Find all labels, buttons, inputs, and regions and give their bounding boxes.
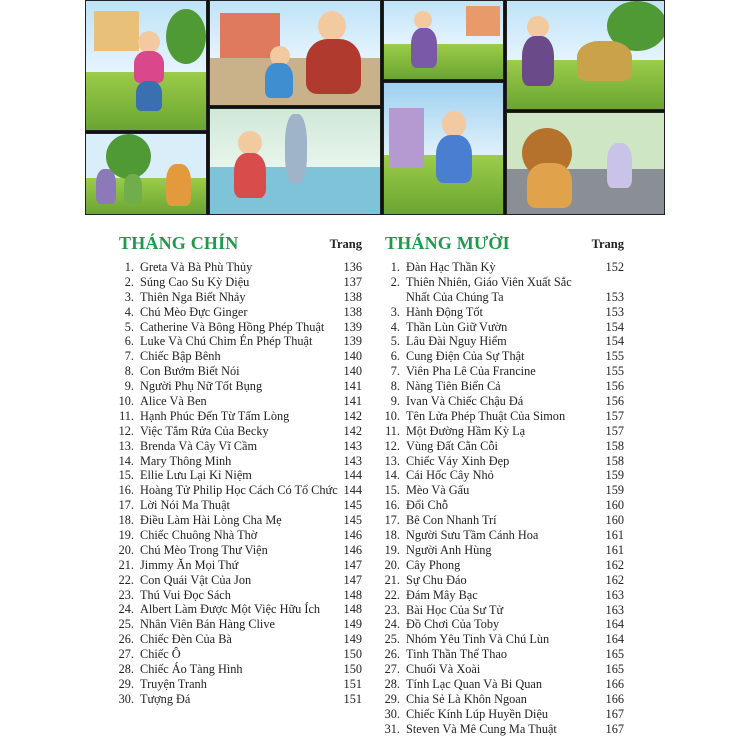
toc-entry	[378, 513, 624, 528]
entry-number: 3.	[124, 289, 134, 304]
entry-page: 155	[605, 364, 624, 379]
toc-entry	[112, 334, 362, 349]
entry-number: 6.	[390, 349, 400, 364]
entry-number: 12.	[118, 423, 134, 438]
entry-title: Súng Cao Su Kỳ Diệu	[140, 274, 250, 289]
entry-page: 164	[605, 617, 624, 632]
illustration-cats	[85, 133, 207, 215]
entry-number: 17.	[118, 498, 134, 513]
entry-number: 4.	[124, 304, 134, 319]
toc-entry	[378, 379, 624, 394]
entry-title: Nhóm Yêu Tinh Và Chú Lùn	[406, 632, 550, 647]
entry-page: 144	[343, 483, 362, 498]
entry-title: Chiếc Áo Tàng Hình	[140, 662, 243, 677]
entry-page: 150	[343, 647, 362, 662]
entry-page: 138	[343, 289, 362, 304]
toc-entry	[112, 647, 362, 662]
entry-title: Chiếc Chuông Nhà Thờ	[140, 528, 258, 543]
entry-number: 11.	[385, 423, 400, 438]
entry-number: 6.	[124, 334, 134, 349]
toc-entry	[112, 439, 362, 454]
toc-entry	[378, 558, 624, 573]
entry-title: Greta Và Bà Phù Thủy	[140, 260, 253, 274]
entry-number: 20.	[118, 542, 134, 557]
entry-page: 166	[605, 691, 624, 706]
entry-title: Chiếc Ô	[140, 647, 181, 662]
entry-page: 149	[343, 632, 362, 647]
toc-entry	[112, 662, 362, 677]
statue-shape	[285, 114, 307, 184]
entry-number: 22.	[118, 572, 134, 587]
toc-entry	[378, 677, 624, 692]
entry-title: Người Phụ Nữ Tốt Bụng	[140, 379, 263, 394]
toc-entry	[112, 305, 362, 320]
entry-title: Thú Vui Đọc Sách	[140, 587, 231, 602]
entry-page: 143	[343, 453, 362, 468]
entry-page: 145	[343, 498, 362, 513]
entry-title: Con Quái Vật Của Jon	[140, 572, 252, 587]
page-column-label: Trang	[329, 237, 362, 251]
entry-title: Truyện Tranh	[140, 676, 207, 691]
entry-page: 161	[605, 542, 624, 557]
entry-title: Thiên Nga Biết Nhảy	[140, 289, 246, 304]
entry-number: 13.	[118, 438, 134, 453]
entry-number: 21.	[118, 557, 134, 572]
entry-title: Đổi Chỗ	[406, 498, 449, 513]
entry-page: 142	[343, 408, 362, 423]
entry-page: 139	[343, 319, 362, 334]
entry-number: 12.	[384, 438, 400, 453]
entry-page: 158	[605, 453, 624, 468]
entry-page: 137	[343, 274, 362, 289]
toc-entry	[112, 394, 362, 409]
entry-number: 1.	[124, 260, 134, 274]
entry-number: 9.	[390, 394, 400, 409]
entry-page: 163	[605, 602, 624, 617]
entry-number: 14.	[118, 453, 134, 468]
entry-title: Ivan Và Chiếc Chậu Đá	[406, 394, 524, 409]
page-column-label: Trang	[591, 237, 624, 251]
toc-entry	[112, 528, 362, 543]
toc-entry	[378, 275, 624, 305]
entry-title: Tên Lửa Phép Thuật Của Simon	[406, 408, 566, 423]
toc-entry	[378, 617, 624, 632]
entry-title: Người Sưu Tầm Cánh Hoa	[406, 528, 539, 543]
entry-page: 155	[605, 349, 624, 364]
entry-page: 167	[605, 721, 624, 736]
entry-number: 30.	[384, 706, 400, 721]
toc-entry	[112, 677, 362, 692]
entry-page: 151	[343, 676, 362, 691]
entry-page: 149	[343, 617, 362, 632]
entry-number: 4.	[390, 319, 400, 334]
entry-title: Luke Và Chú Chim Én Phép Thuật	[140, 334, 313, 349]
entry-title: Chiếc Bập Bênh	[140, 349, 221, 364]
entry-title: Điều Làm Hài Lòng Cha Mẹ	[140, 513, 282, 528]
toc-entry	[378, 662, 624, 677]
entry-number: 14.	[384, 468, 400, 483]
toc-entry	[378, 692, 624, 707]
toc-entry	[112, 558, 362, 573]
entry-title: Bài Học Của Sư Tử	[406, 602, 504, 617]
entry-number: 7.	[124, 349, 134, 364]
entry-title: Jimmy Ăn Mọi Thứ	[140, 557, 239, 572]
entry-page: 154	[605, 319, 624, 334]
entry-number: 5.	[124, 319, 134, 334]
toc-entry	[378, 498, 624, 513]
entry-number: 16.	[118, 483, 134, 498]
entry-page: 147	[343, 557, 362, 572]
entry-page: 152	[605, 260, 624, 274]
entry-number: 28.	[384, 676, 400, 691]
house-shape	[466, 6, 500, 36]
entry-page: 141	[343, 379, 362, 394]
toc-entry	[378, 320, 624, 335]
toc-entry	[112, 424, 362, 439]
toc-entry	[112, 602, 362, 617]
toc-entry	[378, 632, 624, 647]
entry-number: 17.	[384, 513, 400, 528]
toc-entry	[378, 409, 624, 424]
entry-title: Cái Hốc Cây Nhỏ	[406, 468, 494, 483]
toc-entry	[112, 364, 362, 379]
entry-page: 145	[343, 513, 362, 528]
entry-number: 8.	[390, 379, 400, 394]
entry-number: 2.	[124, 274, 134, 289]
entry-number: 27.	[384, 662, 400, 677]
entry-title: Lâu Đài Nguy Hiểm	[406, 334, 507, 349]
toc-entry	[112, 588, 362, 603]
toc-entry	[378, 707, 624, 722]
toc-entry	[112, 692, 362, 707]
entry-title: Hành Động Tốt	[406, 304, 483, 319]
entry-number: 8.	[124, 364, 134, 379]
entry-number: 15.	[118, 468, 134, 483]
entry-number: 24.	[384, 617, 400, 632]
illustration-man-hyena	[506, 0, 665, 110]
entry-title: Tượng Đá	[140, 691, 191, 706]
toc-entry	[378, 468, 624, 483]
entry-page: 162	[605, 572, 624, 587]
entry-page: 160	[605, 498, 624, 513]
toc-entry	[378, 394, 624, 409]
entry-title: Catherine Và Bông Hồng Phép Thuật	[140, 319, 325, 334]
entry-number: 27.	[118, 647, 134, 662]
entry-title: Brenda Và Cây Vĩ Cầm	[140, 438, 258, 453]
toc-entry	[378, 528, 624, 543]
entry-title: Hạnh Phúc Đến Từ Tấm Lòng	[140, 408, 290, 423]
toc-entry	[378, 349, 624, 364]
entry-page: 147	[343, 572, 362, 587]
entry-title: Albert Làm Được Một Việc Hữu Ích	[140, 602, 321, 617]
entry-title: Bê Con Nhanh Trí	[406, 513, 497, 528]
entry-page: 157	[605, 423, 624, 438]
entry-page: 160	[605, 513, 624, 528]
toc-entry	[378, 588, 624, 603]
entry-page: 156	[605, 379, 624, 394]
entry-page: 158	[605, 438, 624, 453]
entry-page: 148	[343, 602, 362, 617]
entry-title: Lời Nói Ma Thuật	[140, 498, 230, 513]
entry-number: 23.	[118, 587, 134, 602]
entry-page: 165	[605, 662, 624, 677]
entry-title: Ellie Lưu Lại Kỉ Niệm	[140, 468, 252, 483]
october-contents	[378, 232, 624, 737]
entry-number: 21.	[384, 572, 400, 587]
toc-entry	[112, 632, 362, 647]
entry-title: Viên Pha Lê Của Francine	[406, 364, 536, 379]
entry-title: Đàn Hạc Thần Kỳ	[406, 260, 496, 274]
entry-number: 25.	[118, 617, 134, 632]
entry-number: 31.	[384, 721, 400, 736]
toc-entry	[112, 409, 362, 424]
entry-title: Người Anh Hùng	[406, 542, 492, 557]
toc-entry	[112, 513, 362, 528]
entry-number: 29.	[384, 691, 400, 706]
entry-title: Alice Và Ben	[140, 394, 207, 409]
illustration-boy-parrot	[85, 0, 207, 131]
toc-entry	[112, 617, 362, 632]
entry-number: 26.	[118, 632, 134, 647]
toc-entry	[112, 543, 362, 558]
castle-shape	[389, 108, 424, 168]
illustration-collage	[85, 0, 665, 215]
entry-number: 19.	[118, 528, 134, 543]
illustration-man-shovel	[383, 0, 504, 80]
september-contents	[112, 232, 362, 707]
toc-entry	[112, 498, 362, 513]
entry-title: Mary Thông Minh	[140, 453, 232, 468]
entry-number: 11.	[119, 408, 134, 423]
entry-number: 2.	[390, 274, 400, 289]
toc-entry	[112, 454, 362, 469]
entry-number: 1.	[390, 260, 400, 274]
toc-entry	[112, 290, 362, 305]
entry-number: 16.	[384, 498, 400, 513]
entry-number: 23.	[384, 602, 400, 617]
entry-number: 15.	[384, 483, 400, 498]
entry-title: Cây Phong	[406, 557, 461, 572]
toc-entry	[112, 483, 362, 498]
illustration-girl-fountain	[209, 108, 381, 215]
entry-title: Đồ Chơi Của Toby	[406, 617, 500, 632]
entry-page: 141	[343, 394, 362, 409]
toc-entry	[378, 722, 624, 737]
entry-page: 143	[343, 438, 362, 453]
entry-title: Nàng Tiên Biển Cả	[406, 379, 501, 394]
entry-number: 29.	[118, 676, 134, 691]
entry-number: 24.	[118, 602, 134, 617]
toc-entry	[378, 454, 624, 469]
entry-title: Hoàng Tử Philip Học Cách Có Tổ Chức	[140, 483, 338, 498]
toc-entry	[112, 320, 362, 335]
entry-number: 30.	[118, 691, 134, 706]
entry-page: 159	[605, 468, 624, 483]
illustration-lion-rabbit	[506, 112, 665, 215]
entry-title: Chiếc Váy Xinh Đẹp	[406, 453, 510, 468]
entry-number: 22.	[384, 587, 400, 602]
toc-entry	[378, 543, 624, 558]
toc-entry	[112, 275, 362, 290]
toc-entry	[112, 573, 362, 588]
entry-page: 153	[605, 304, 624, 319]
entry-number: 18.	[384, 528, 400, 543]
entry-title: Tính Lạc Quan Và Bi Quan	[406, 676, 543, 691]
entry-page: 153	[605, 289, 624, 304]
entry-title: Steven Và Mê Cung Ma Thuật	[406, 721, 557, 736]
toc-entry	[378, 573, 624, 588]
entry-page: 163	[605, 587, 624, 602]
entry-page: 154	[605, 334, 624, 349]
entry-title: Cung Điện Của Sự Thật	[406, 349, 525, 364]
entry-page: 161	[605, 528, 624, 543]
entry-page: 136	[343, 260, 362, 274]
illustration-old-man-workshop	[209, 0, 381, 106]
toc-entry	[112, 379, 362, 394]
toc-entry	[378, 260, 624, 275]
entry-title: Chú Mèo Đực Ginger	[140, 304, 248, 319]
house-shape	[94, 11, 139, 51]
entry-number: 5.	[390, 334, 400, 349]
entry-page: 164	[605, 632, 624, 647]
entry-page: 166	[605, 676, 624, 691]
toc-entry	[112, 468, 362, 483]
toc-entry	[378, 334, 624, 349]
entry-title: Thần Lùn Giữ Vườn	[406, 319, 508, 334]
entry-title: Tinh Thần Thể Thao	[406, 647, 507, 662]
entry-title: Nhân Viên Bán Hàng Clive	[140, 617, 275, 632]
entry-page: 146	[343, 528, 362, 543]
entry-page: 139	[343, 334, 362, 349]
illustration-girl-castle	[383, 82, 504, 215]
entry-page: 140	[343, 349, 362, 364]
section-heading: THÁNG MƯỜI	[385, 233, 510, 253]
entry-number: 28.	[118, 662, 134, 677]
entry-number: 3.	[390, 304, 400, 319]
entry-page: 162	[605, 557, 624, 572]
entry-page: 151	[343, 691, 362, 706]
entry-number: 9.	[124, 379, 134, 394]
entry-page: 142	[343, 423, 362, 438]
entry-title: Chú Mèo Trong Thư Viện	[140, 542, 268, 557]
entry-page: 156	[605, 394, 624, 409]
entry-page: 157	[605, 408, 624, 423]
toc-entry	[112, 349, 362, 364]
toc-entry	[378, 424, 624, 439]
entry-title: Chiếc Kính Lúp Huyền Diệu	[406, 706, 549, 721]
entry-number: 13.	[384, 453, 400, 468]
entry-page: 140	[343, 364, 362, 379]
entry-page: 159	[605, 483, 624, 498]
toc-entry	[378, 364, 624, 379]
toc-entry	[378, 305, 624, 320]
entry-page: 144	[343, 468, 362, 483]
entry-title: Chuối Và Xoài	[406, 662, 481, 677]
entry-page: 165	[605, 647, 624, 662]
entry-number: 7.	[390, 364, 400, 379]
entry-number: 26.	[384, 647, 400, 662]
entry-number: 25.	[384, 632, 400, 647]
entry-title: Một Đường Hầm Kỳ Lạ	[406, 423, 526, 438]
entry-page: 138	[343, 304, 362, 319]
entry-title: Mèo Và Gấu	[406, 483, 470, 498]
entry-page: 167	[605, 706, 624, 721]
toc-entry	[378, 603, 624, 618]
entry-number: 10.	[384, 408, 400, 423]
toc-entry	[112, 260, 362, 275]
entry-number: 19.	[384, 542, 400, 557]
section-heading: THÁNG CHÍN	[119, 233, 239, 253]
entry-title: Thiên Nhiên, Giáo Viên Xuất Sắc Nhất Của Chúng Ta	[406, 274, 572, 304]
entry-title: Vùng Đất Cằn Cỗi	[406, 438, 498, 453]
entry-number: 20.	[384, 557, 400, 572]
entry-title: Chiếc Đèn Của Bà	[140, 632, 232, 647]
toc-entry	[378, 483, 624, 498]
entry-title: Đám Mây Bạc	[406, 587, 478, 602]
entry-page: 148	[343, 587, 362, 602]
toc-entry	[378, 647, 624, 662]
toc-entry	[378, 439, 624, 454]
entry-title: Việc Tắm Rửa Của Becky	[140, 423, 269, 438]
entry-title: Chia Sẻ Là Khôn Ngoan	[406, 691, 527, 706]
entry-page: 150	[343, 662, 362, 677]
entry-number: 18.	[118, 513, 134, 528]
entry-page: 146	[343, 542, 362, 557]
entry-title: Con Bướm Biết Nói	[140, 364, 240, 379]
entry-number: 10.	[118, 394, 134, 409]
entry-title: Sự Chu Đáo	[406, 572, 467, 587]
